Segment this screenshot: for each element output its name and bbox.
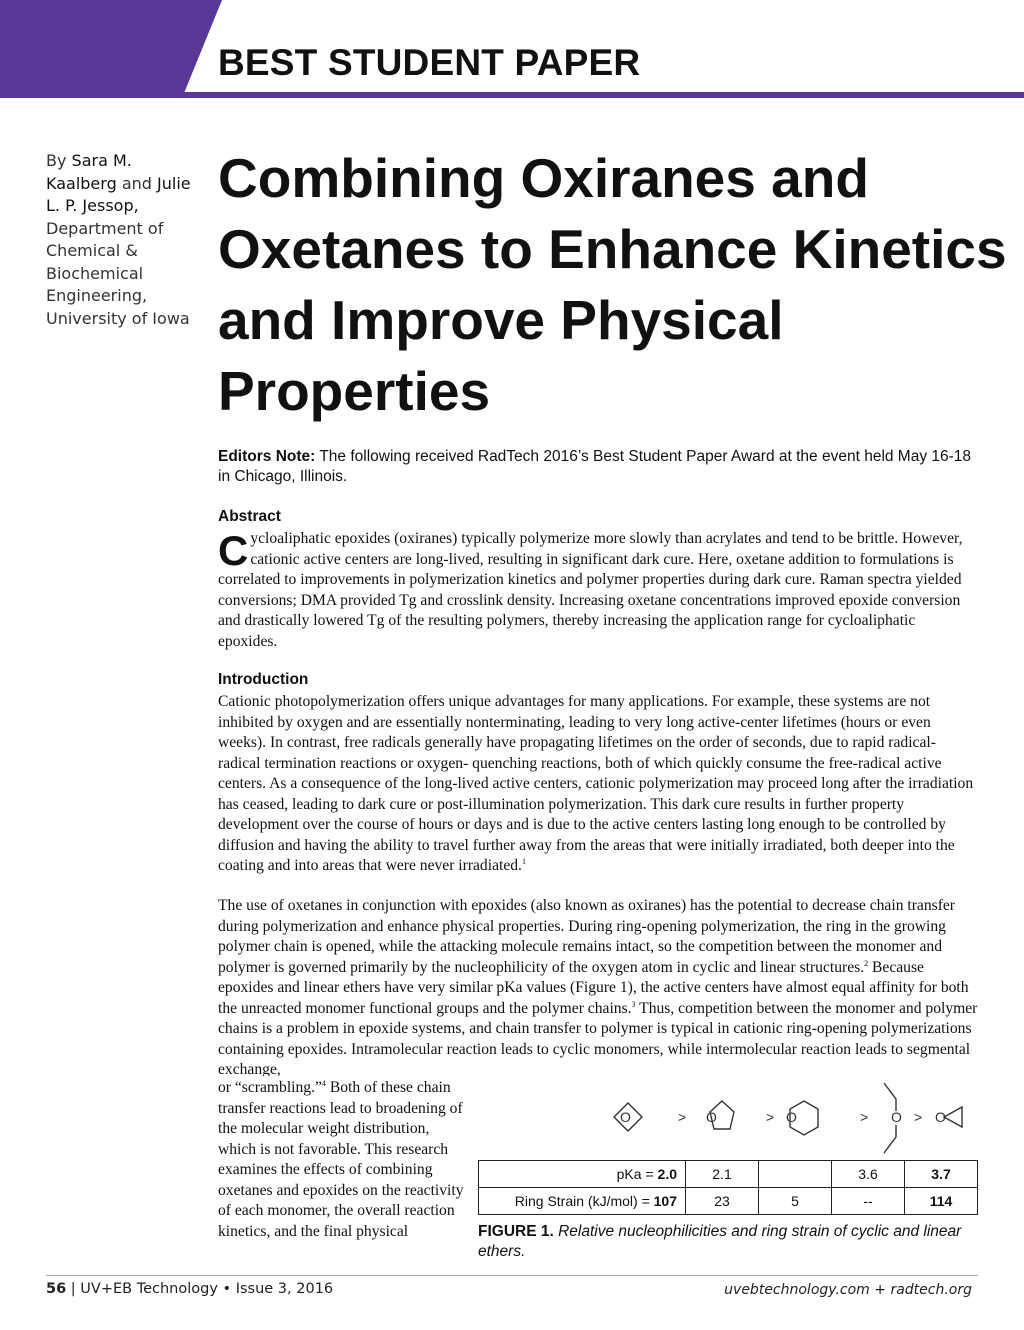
abstract-body: ycloaliphatic epoxides (oxiranes) typically polymerize more slowly than acrylates and tend to be brittle. However, cationic active centers are long-lived, resulting in significant dark cure. Here, oxetane addition to formulations is correlated to improvements in polymerization kinetics and polymer properties during dark cure. Raman spectra yielded conversions; DMA provided Tg and crosslink density. Increasing oxetane concentrations improved epoxide conversion and drastically lowered Tg of the resulting polymers, thereby increasing the application range for cycloaliphatic epoxides. — [218, 530, 963, 650]
footer-divider — [46, 1275, 978, 1276]
publication-info: UV+EB Technology • Issue 3, 2016 — [80, 1281, 334, 1297]
byline-by: By — [46, 151, 67, 170]
intro-p3b-text: Both of these chain transfer reactions lead to broadening of the molecular weight distribution, which is not favorable. This research examines the effects of combining oxetanes and epoxides on the reactivity of each monomer, the overall reaction kinetics, and the final physical — [218, 1079, 464, 1240]
reference-1: 1 — [521, 856, 526, 866]
oxygen-label-2: O — [706, 1109, 717, 1125]
ether-chain-lower — [884, 1125, 896, 1153]
reference-2: 2 — [864, 958, 869, 968]
greater-than-2: > — [766, 1109, 775, 1125]
pka-label: pKa — [616, 1166, 642, 1182]
drop-cap: C — [218, 527, 249, 574]
oxetane-ring — [944, 1107, 962, 1127]
section-label: BEST STUDENT PAPER — [218, 42, 641, 83]
ring-strain-value-5 — [905, 1188, 978, 1215]
ring-strain-value-3: 5 — [759, 1188, 832, 1215]
intro-p2a-text: The use of oxetanes in conjunction with epoxides (also known as oxiranes) has the potential to decrease chain transfer during polymerization and enhance physical properties. During ring-opening polymerization, the ring in the growing polymer chain is opened, while the attacking molecule remains intact, so the competition between the monomer and polymer is governed primarily by the nucleophilicity of the oxygen atom in cyclic and linear structures. — [218, 897, 956, 976]
ring-strain-label-cell — [479, 1188, 686, 1215]
oxygen-label-5: O — [935, 1109, 946, 1125]
abstract-text — [218, 529, 978, 652]
editors-note-text: The following received RadTech 2016’s Best Student Paper Award at the event held May 16-18 in Chicago, Illinois. — [218, 448, 972, 485]
author-2: Julie L. P. Jessop, — [46, 173, 191, 215]
intro-p2c-text: Thus, competition between the monomer and polymer chains is a problem in epoxide systems, and chain transfer to polymer is typical in cationic ring-opening polymerizations containing epoxides. Intramolecular reaction leads to cyclic monomers, while intermolecular reaction leads to segmental exchange, — [218, 999, 978, 1076]
header-rule — [180, 92, 1024, 98]
greater-than-4: > — [914, 1109, 923, 1125]
ether-structures-figure — [590, 1075, 975, 1160]
table-row-pka — [479, 1161, 978, 1188]
author-1: Sara M. Kaalberg — [46, 151, 132, 193]
ring-strain-label: Ring Strain (kJ/mol) = — [514, 1193, 650, 1209]
intro-p3a-text: or “scrambling.” — [218, 1079, 322, 1096]
caption-label: FIGURE 1. — [478, 1223, 554, 1240]
ring-strain-value-1: 107 — [653, 1193, 677, 1209]
footer-publication — [46, 1281, 333, 1297]
pka-value-1: 2.0 — [657, 1166, 677, 1182]
pka-label-cell — [479, 1161, 686, 1188]
pka-value-5 — [905, 1161, 978, 1188]
table-row-ring-strain — [479, 1188, 978, 1215]
oxygen-label-3: O — [786, 1109, 797, 1125]
ring-strain-value-5-text: 114 — [929, 1193, 953, 1209]
pka-ring-strain-table — [478, 1160, 978, 1215]
intro-p1-text: Cationic photopolymerization offers unique advantages for many applications. For example, these systems are not inhibited by oxygen and are essentially nonterminating, leading to very long active-center lifetimes (hours or even weeks). In contrast, free radicals generally have propagating lifetimes on the order of seconds, due to rapid radical-radical termination reactions or oxygen- quenching reactions, both of which quickly consume the free-radical active centers. As a consequence of the long-lived active centers, cationic polymerization may proceed long after the irradiation has ceased, leading to dark cure or post-illumination polymerization. This dark cure results in further property development over the course of hours or days and is due to the active centers lasting long enough to be controlled by diffusion and having the ability to travel further away from the areas that were initially irradiated, both deeper into the coating and into areas that were never irradiated. — [218, 693, 974, 874]
byline — [46, 150, 206, 330]
footer-separator: | — [70, 1281, 76, 1297]
byline-and: and — [121, 173, 152, 193]
pka-equals: = — [645, 1166, 654, 1182]
intro-paragraph-1 — [218, 692, 978, 877]
pka-value-4: 3.6 — [832, 1161, 905, 1188]
pka-value-5-text: 3.7 — [931, 1166, 951, 1182]
greater-than-3: > — [860, 1109, 869, 1125]
header-banner — [0, 0, 222, 98]
ring-strain-value-4: -- — [832, 1188, 905, 1215]
page-number: 56 — [46, 1281, 67, 1297]
caption-text: Relative nucleophilicities and ring strain of cyclic and linear ethers. — [478, 1223, 962, 1260]
editors-note-label: Editors Note: — [218, 448, 316, 465]
footer-websites: uvebtechnology.com + radtech.org — [724, 1282, 972, 1298]
reference-3: 3 — [631, 999, 636, 1009]
intro-p2b-text: Because epoxides and linear ethers have very similar pKa values (Figure 1), the active centers have almost equal affinity for both the unreacted monomer functional groups and the polymer chains. — [218, 958, 969, 1017]
ring-strain-value-2: 23 — [686, 1188, 759, 1215]
oxygen-label-4: O — [891, 1109, 902, 1125]
pka-value-3 — [759, 1161, 832, 1188]
pka-value-2: 2.1 — [686, 1161, 759, 1188]
affiliation: Department of Chemical & Biochemical Engineering, University of Iowa — [46, 218, 190, 328]
introduction-heading: Introduction — [218, 671, 309, 688]
editors-note — [218, 447, 978, 487]
figure-caption — [478, 1222, 978, 1262]
article-title: Combining Oxiranes and Oxetanes to Enhance Kinetics and Improve Physical Properties — [218, 147, 1007, 422]
intro-paragraph-2 — [218, 896, 978, 1076]
intro-paragraph-3 — [218, 1078, 468, 1242]
abstract-heading: Abstract — [218, 508, 281, 525]
oxygen-label-1: O — [620, 1109, 631, 1125]
ether-chain-upper — [884, 1083, 896, 1111]
greater-than-1: > — [678, 1109, 687, 1125]
reference-4: 4 — [321, 1078, 326, 1088]
